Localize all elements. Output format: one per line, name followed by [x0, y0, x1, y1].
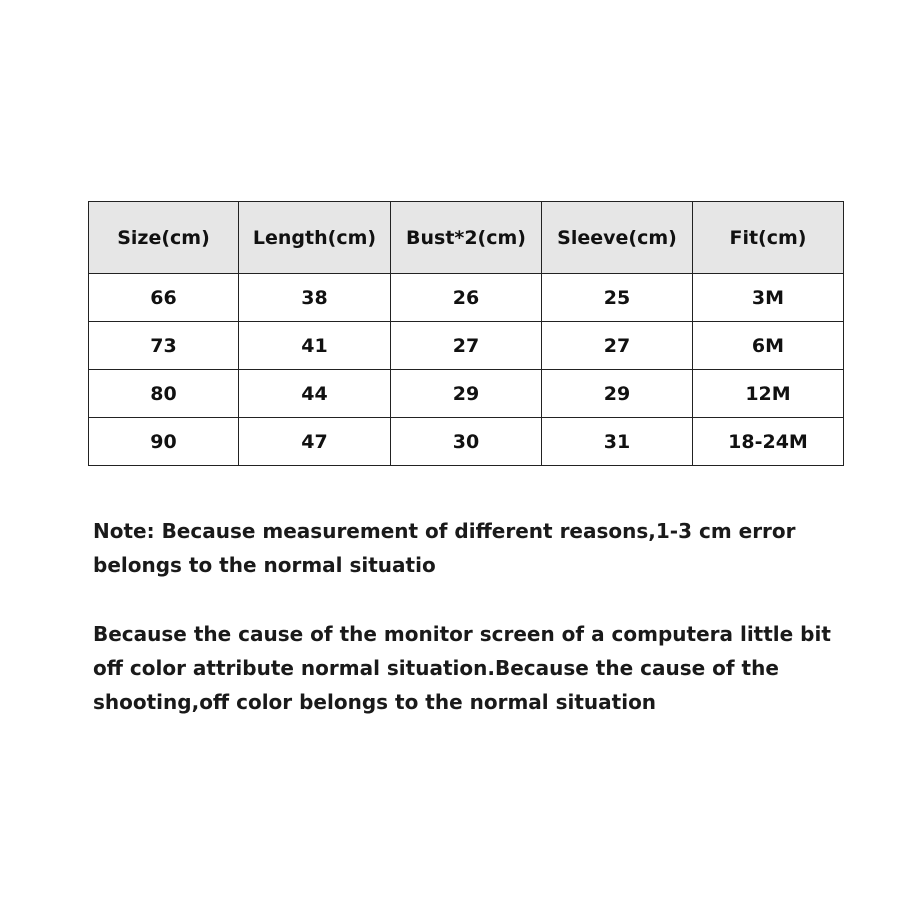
cell-sleeve: 31 — [542, 418, 693, 466]
cell-fit: 18-24M — [693, 418, 844, 466]
cell-bust: 30 — [391, 418, 542, 466]
table-row — [89, 418, 844, 466]
color-note: Because the cause of the monitor screen of a computera little bit off color attribute normal situation.Because the cause of the shooting,off color belongs to the normal situation — [93, 622, 831, 714]
table-row — [89, 322, 844, 370]
cell-size: 73 — [89, 322, 239, 370]
cell-size: 90 — [89, 418, 239, 466]
cell-fit: 12M — [693, 370, 844, 418]
cell-sleeve: 27 — [542, 322, 693, 370]
measurement-note: Note: Because measurement of different reasons,1-3 cm error belongs to the normal situatio — [93, 519, 796, 577]
header-sleeve: Sleeve(cm) — [542, 202, 693, 274]
cell-length: 47 — [239, 418, 391, 466]
table-header-row — [89, 202, 844, 274]
header-size: Size(cm) — [89, 202, 239, 274]
cell-fit: 6M — [693, 322, 844, 370]
table-row — [89, 274, 844, 322]
size-chart-table — [88, 201, 844, 466]
header-fit: Fit(cm) — [693, 202, 844, 274]
cell-length: 41 — [239, 322, 391, 370]
cell-size: 80 — [89, 370, 239, 418]
cell-length: 38 — [239, 274, 391, 322]
cell-length: 44 — [239, 370, 391, 418]
cell-bust: 27 — [391, 322, 542, 370]
cell-bust: 29 — [391, 370, 542, 418]
table-row — [89, 370, 844, 418]
cell-sleeve: 29 — [542, 370, 693, 418]
cell-sleeve: 25 — [542, 274, 693, 322]
header-length: Length(cm) — [239, 202, 391, 274]
cell-fit: 3M — [693, 274, 844, 322]
header-bust: Bust*2(cm) — [391, 202, 542, 274]
cell-bust: 26 — [391, 274, 542, 322]
cell-size: 66 — [89, 274, 239, 322]
